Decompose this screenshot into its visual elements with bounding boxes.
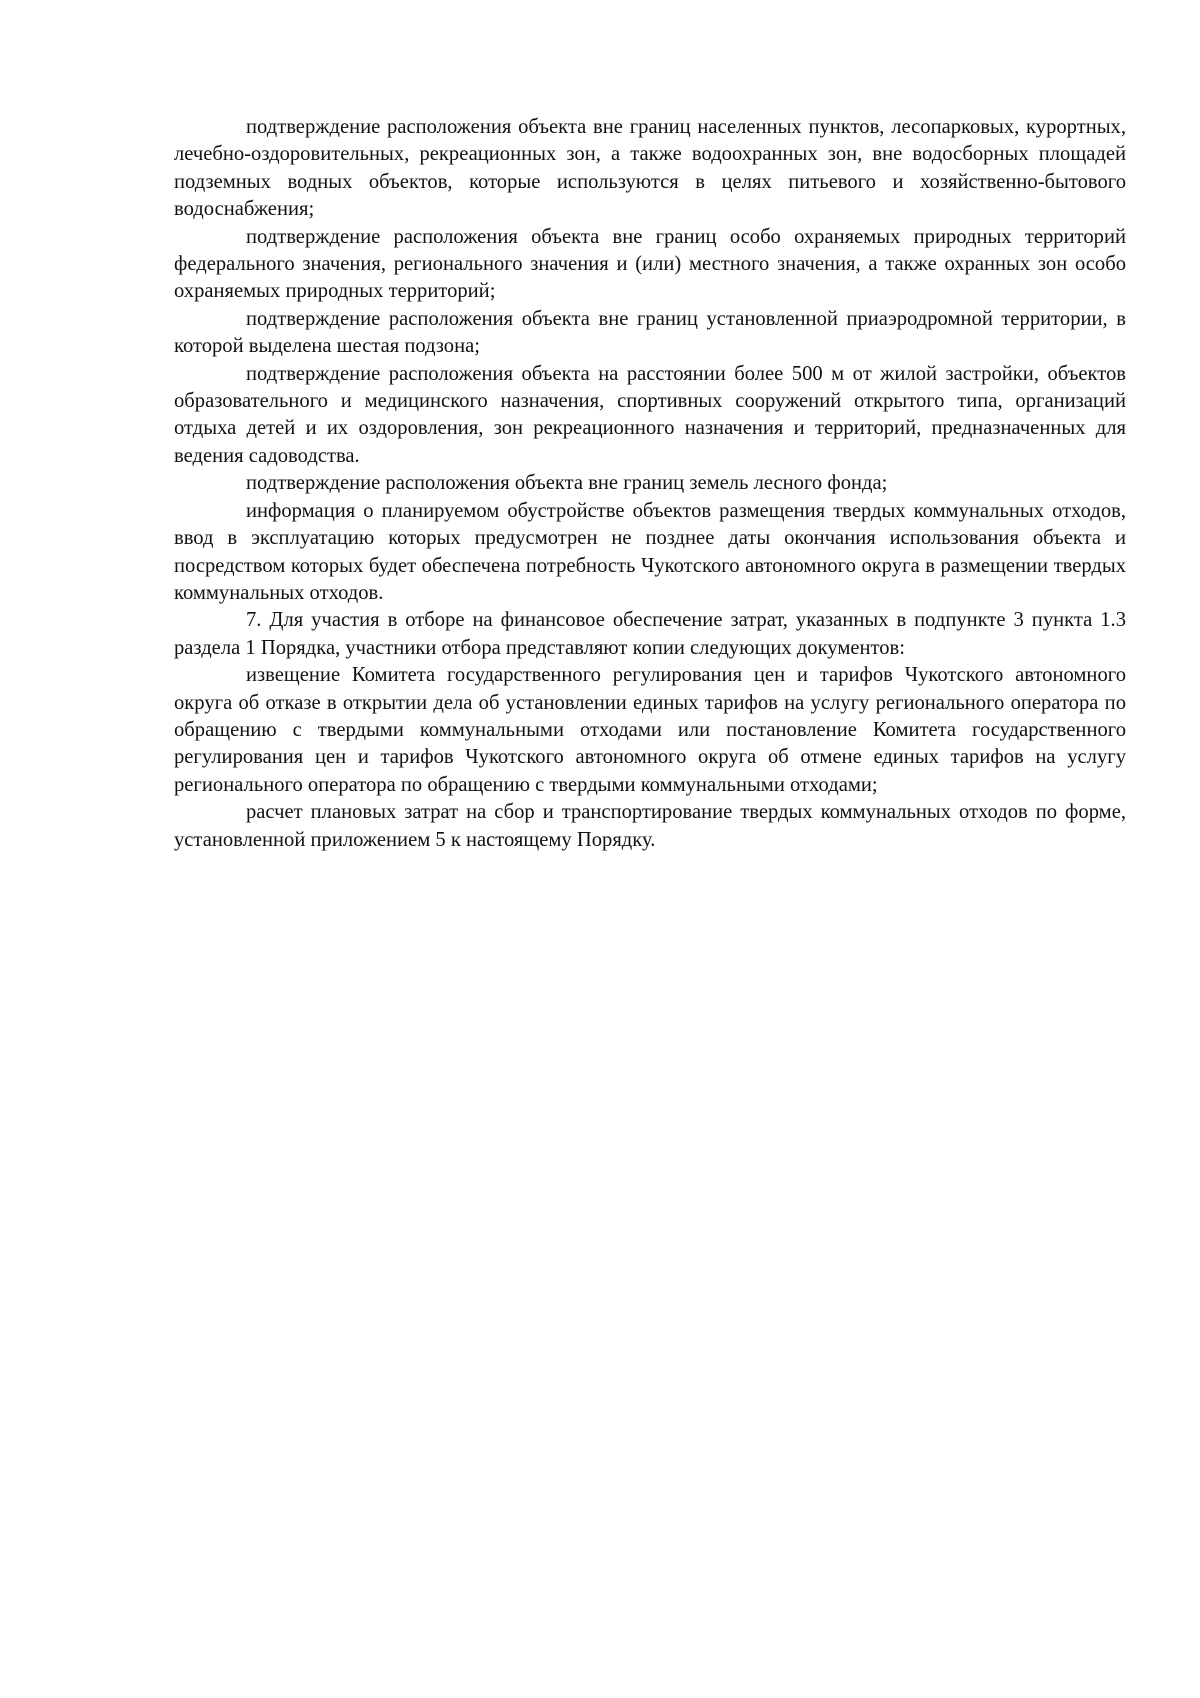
paragraph-location-distance-500m: подтверждение расположения объекта на расстоянии более 500 м от жилой застройки, объектов образовательного и медицинского назначения, спортивных сооружений открытого типа, организаций отдыха детей и их оздоровления, зон рекреационного назначения и территорий, предназначенных для ведения садоводства. (174, 362, 1126, 467)
paragraph-location-outside-forest-lands: подтверждение расположения объекта вне границ земель лесного фонда; (246, 472, 888, 495)
paragraph-tariff-committee-notice: извещение Комитета государственного регулирования цен и тарифов Чукотского автономного округа об отказе в открытии дела об установлении единых тарифов на услугу регионального оператора по обращению с твердыми коммунальными отходами или постановление Комитета государственного регулирования цен и тарифов Чукотского автономного округа об отмене единых тарифов на услугу регионального оператора по обращению с твердыми коммунальными отходами; (174, 664, 1126, 796)
paragraph-item-7: 7. Для участия в отборе на финансовое обеспечение затрат, указанных в подпункте 3 пункта 1.3 раздела 1 Порядка, участники отбора представляют копии следующих документов: (174, 609, 1126, 659)
paragraph-planned-costs-calculation: расчет плановых затрат на сбор и транспортирование твердых коммунальных отходов по форме, установленной приложением 5 к настоящему Порядку. (174, 801, 1126, 851)
document-body (174, 114, 1126, 854)
paragraph-planned-waste-facilities: информация о планируемом обустройстве объектов размещения твердых коммунальных отходов, ввод в эксплуатацию которых предусмотрен не позднее даты окончания использования объекта и посредством которых будет обеспечена потребность Чукотского автономного округа в размещении твердых коммунальных отходов. (174, 499, 1126, 604)
paragraph-location-outside-airfield-territory: подтверждение расположения объекта вне границ установленной приаэродромной территории, в которой выделена шестая подзона; (174, 307, 1126, 358)
paragraph-location-outside-settlements: подтверждение расположения объекта вне границ населенных пунктов, лесопарковых, курортных, лечебно-оздоровительных, рекреационных зон, а также водоохранных зон, вне водосборных площадей подземных водных объектов, которые используются в целях питьевого и хозяйственно-бытового водоснабжения; (174, 116, 1126, 221)
paragraph-location-outside-protected-areas: подтверждение расположения объекта вне границ особо охраняемых природных территорий федерального значения, регионального значения и (или) местного значения, а также охранных зон особо охраняемых природных территорий; (174, 225, 1126, 303)
